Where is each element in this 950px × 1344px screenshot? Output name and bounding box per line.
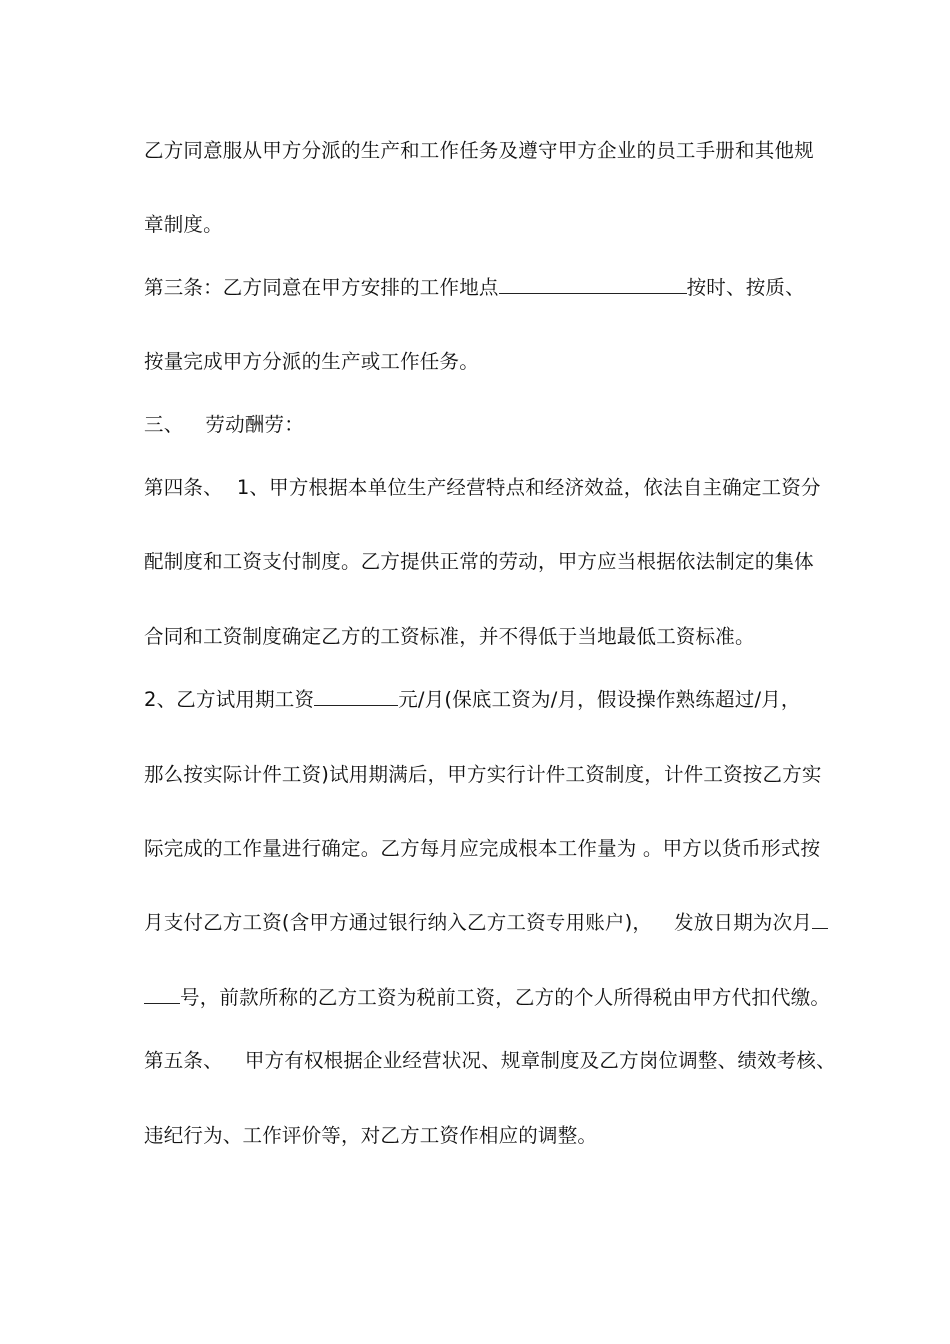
payment-text: 月支付乙方工资(含甲方通过银行纳入乙方工资专用账户)， (144, 911, 653, 934)
wage-line-3: 际完成的工作量进行确定。乙方每月应完成根本工作量为 。甲方以货币形式按 (144, 837, 821, 860)
tax-text: 号，前款所称的乙方工资为税前工资，乙方的个人所得税由甲方代扣代缴。 (180, 986, 831, 1009)
probation-wage-tail: 元/月(保底工资为/月，假设操作熟练超过/月， (398, 688, 801, 711)
article-3-line (144, 276, 805, 300)
article-4-line-1 (144, 476, 821, 500)
probation-wage-line (144, 688, 801, 712)
payday-text: 发放日期为次月 (674, 911, 813, 934)
article-4-label: 第四条、 (144, 476, 223, 499)
wage-line-4 (144, 911, 828, 935)
wage-line-2: 那么按实际计件工资)试用期满后，甲方实行计件工资制度，计件工资按乙方实 (144, 763, 822, 786)
article-3-text: 第三条：乙方同意在甲方安排的工作地点 (144, 276, 499, 299)
wage-line-5 (144, 986, 830, 1010)
probation-wage-text: 2、乙方试用期工资 (144, 688, 315, 711)
paragraph-line-1: 乙方同意服从甲方分派的生产和工作任务及遵守甲方企业的员工手册和其他规 (144, 139, 814, 162)
payday-blank-start (812, 911, 828, 929)
section-title: 劳动酬劳： (205, 413, 304, 436)
payday-blank-end (144, 986, 180, 1004)
article-4-line-2: 配制度和工资支付制度。乙方提供正常的劳动，甲方应当根据依法制定的集体 (144, 550, 814, 573)
probation-wage-blank (314, 688, 398, 706)
workplace-blank (499, 276, 687, 294)
article-3-tail: 按时、按质、 (686, 276, 805, 299)
article-4-text: 1、甲方根据本单位生产经营特点和经济效益，依法自主确定工资分 (236, 476, 821, 499)
section-3-heading (144, 413, 304, 437)
section-number: 三、 (144, 413, 184, 436)
article-4-line-3: 合同和工资制度确定乙方的工资标准，并不得低于当地最低工资标准。 (144, 625, 755, 648)
paragraph-line-2: 章制度。 (144, 213, 223, 236)
article-5-line-1 (144, 1049, 836, 1073)
article-5-label: 第五条、 (144, 1049, 223, 1072)
article-3-continued: 按量完成甲方分派的生产或工作任务。 (144, 350, 479, 373)
article-5-line-2: 违纪行为、工作评价等，对乙方工资作相应的调整。 (144, 1124, 598, 1147)
article-5-text: 甲方有权根据企业经营状况、规章制度及乙方岗位调整、绩效考核、 (244, 1049, 836, 1072)
